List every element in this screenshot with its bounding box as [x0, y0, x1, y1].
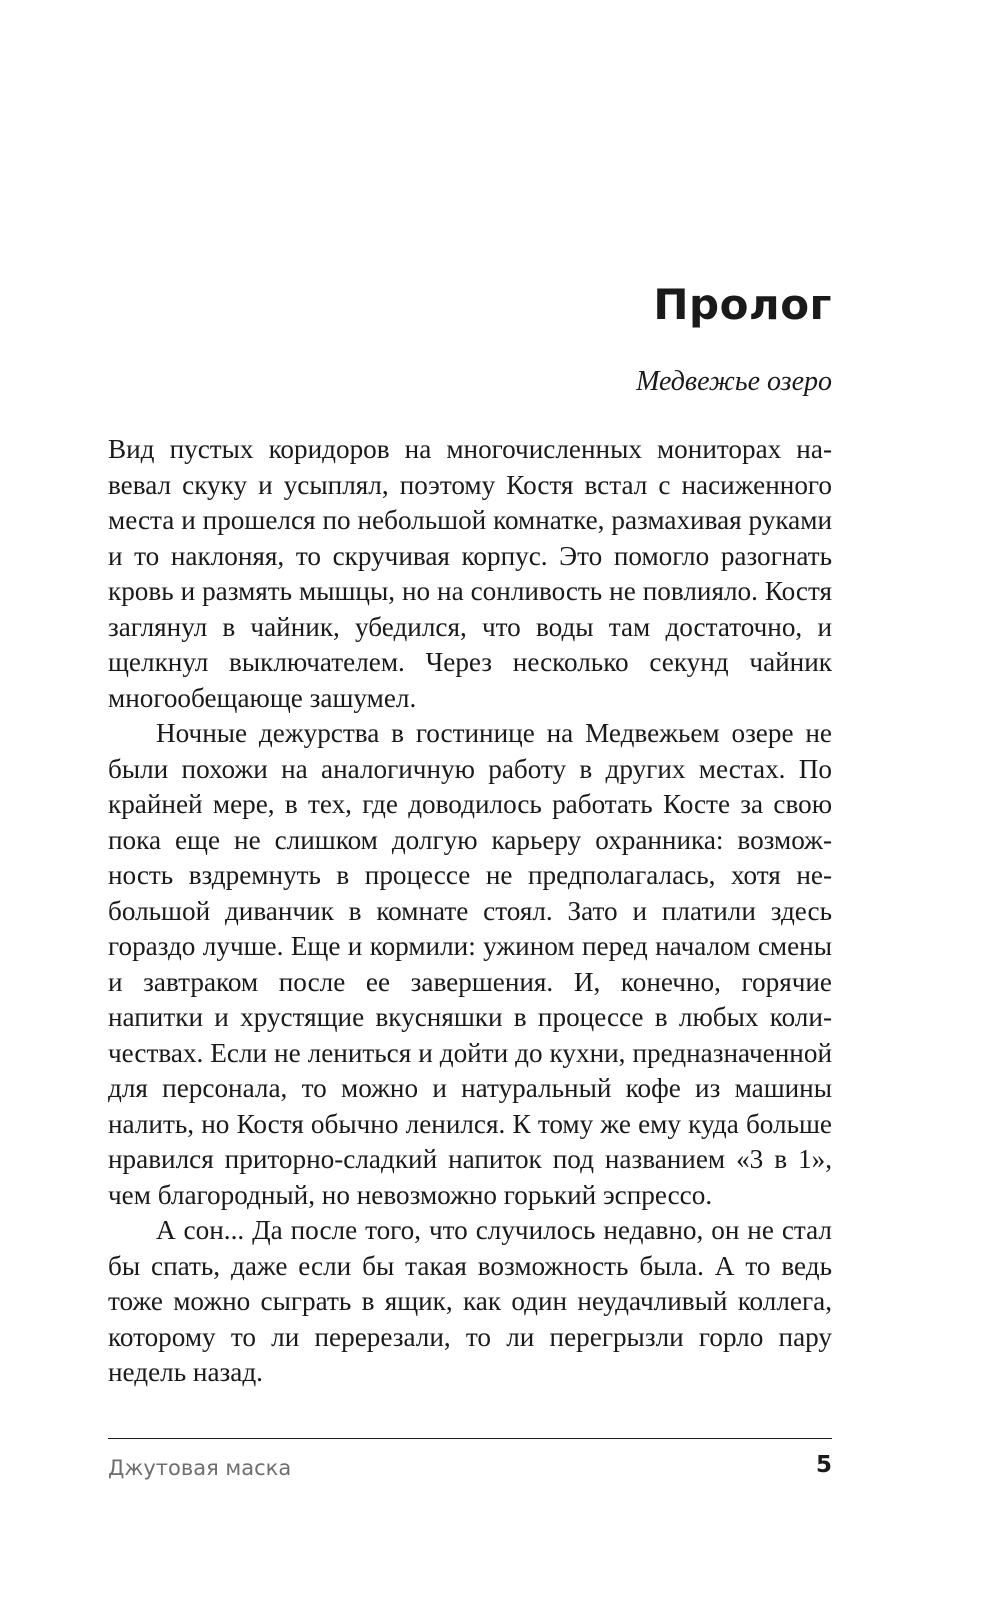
- paragraph-3: А сон... Да после того, что случилось недавно, он не стал бы спать, даже если бы такая возможность была. А то ведь тоже можно сыграть в ящик, как один неудачливый коллега, которому то ли перерезали, то ли перегрызли горло пару недель назад.: [108, 1215, 832, 1387]
- footer-divider: [108, 1438, 832, 1439]
- page-number: 5: [815, 1452, 832, 1478]
- running-title: Джутовая маска: [108, 1456, 292, 1480]
- paragraph-2: Ночные дежурства в гостинице на Медвежьем озере не были похожи на аналогичную работу в других местах. По крайней мере, в тех, где доводилось работать Косте за свою пока еще не слишком долгую карьеру охранника: возможность вздремнуть в процессе не предполагалась, хотя небольшой диванчик в комнате стоял. Зато и платили здесь гораздо лучше. Еще и кормили: ужином перед началом смены и завтраком после ее завершения. И, конечно, горячие напитки и хрустящие вкусняшки в процессе в любых количествах. Если не лениться и дойти до кухни, предназначенной для персонала, то можно и натуральный кофе из машины налить, но Костя обычно ленился. К тому же ему куда больше нравился приторно-сладкий напиток под названием «3 в 1», чем благородный, но невозможно горький эспрессо.: [108, 718, 832, 1210]
- body-text: [108, 432, 832, 1391]
- chapter-title: Пролог: [653, 280, 832, 329]
- chapter-subtitle: Медвежье озеро: [636, 366, 832, 397]
- paragraph-1: Вид пустых коридоров на многочисленных мониторах навевал скуку и усыплял, поэтому Костя встал с насиженного места и прошелся по небольшой комнатке, размахивая руками и то наклоняя, то скручивая корпус. Это помогло разогнать кровь и размять мышцы, но на сонливость не повлияло. Костя заглянул в чайник, убедился, что воды там достаточно, и щелкнул выключателем. Через несколько секунд чайник многообещающе зашумел.: [108, 434, 832, 713]
